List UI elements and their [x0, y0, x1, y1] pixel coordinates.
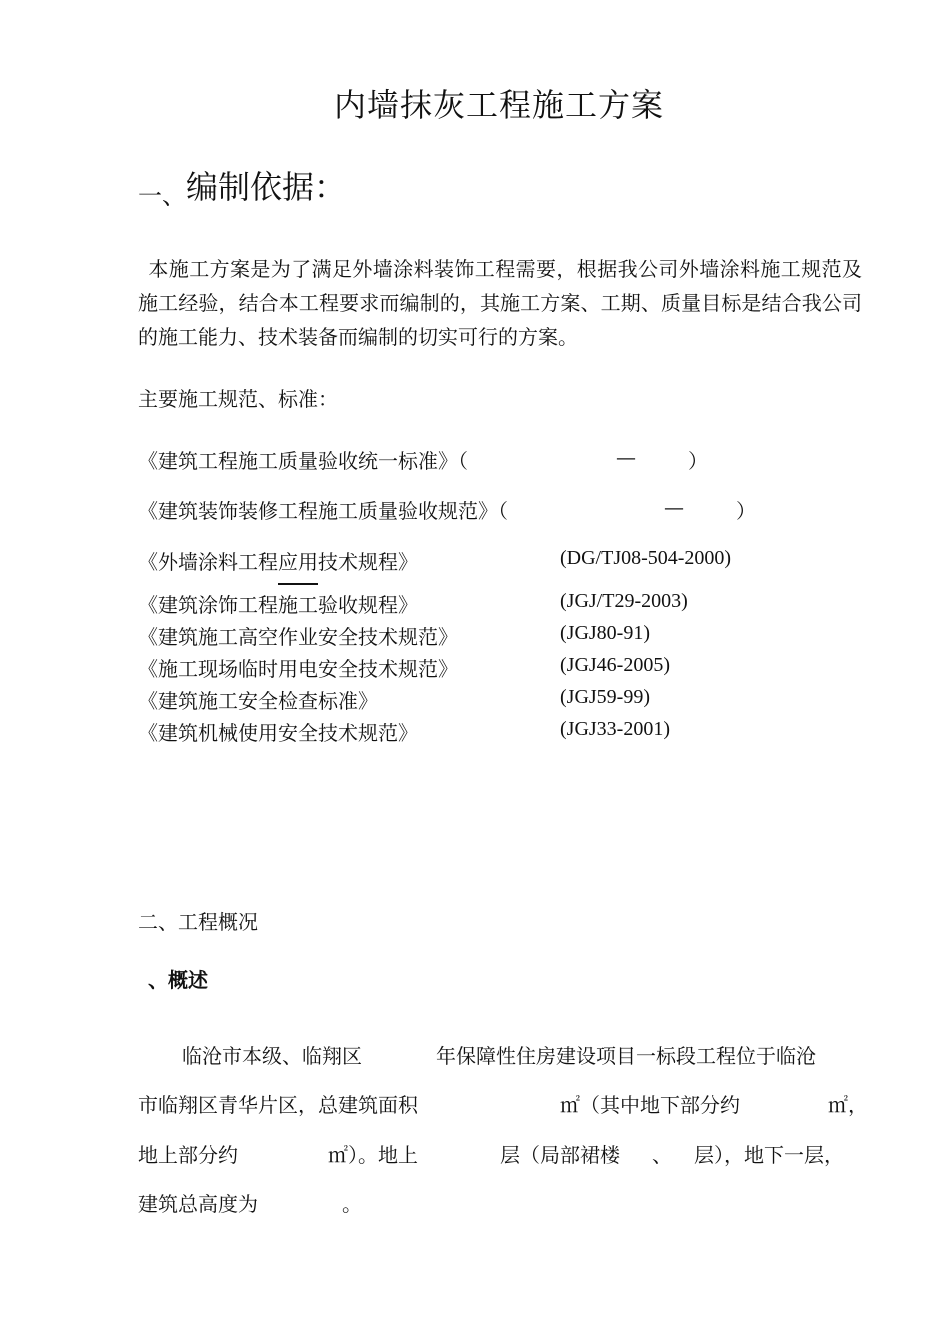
standard-title-post: 验收规程》 [318, 593, 418, 617]
overview-text: 建筑总高度为 [138, 1192, 258, 1216]
standard-title [138, 589, 418, 618]
overview-text: ㎡）。地上 [328, 1143, 418, 1167]
standard-code: (DG/TJ08-504-2000) [560, 547, 732, 569]
standard-title: 《外墙涂料工程应用技术规程》 [138, 550, 418, 574]
standard-code-close: ） [688, 449, 708, 473]
overview-text: 临沧市本级、临翔区 [182, 1044, 362, 1068]
standard-code-dash: — [664, 495, 684, 519]
overview-text: 。 [342, 1192, 362, 1216]
overview-text: 年保障性住房建设项目一标段工程位于临沧 [436, 1044, 816, 1068]
overview-text: 层（局部裙楼 [500, 1143, 620, 1167]
intro-paragraph [138, 252, 862, 354]
section-number: 一、 [138, 182, 186, 210]
subsection-heading: 、概述 [148, 968, 208, 992]
standard-code: (JGJ80-91) [560, 622, 650, 644]
standard-code: (JGJ33-2001) [560, 718, 670, 740]
section-heading: 编制依据： [186, 168, 347, 206]
overview-text: ㎡， [828, 1093, 868, 1117]
overview-text: ㎡（其中地下部分约 [560, 1093, 740, 1117]
standard-title: 《建筑施工高空作业安全技术规范》 [138, 625, 458, 649]
standard-code-dash: — [616, 445, 636, 469]
document-title: 内墙抹灰工程施工方案 [333, 86, 664, 124]
standard-code: (JGJ59-99) [560, 686, 650, 708]
standard-code: (JGJ/T29-2003) [560, 590, 688, 612]
overview-text: 地上部分约 [138, 1143, 238, 1167]
standard-title: 《建筑工程施工质量验收统一标准》（ [138, 449, 468, 473]
overview-text: 、 [652, 1143, 672, 1167]
standard-title: 《施工现场临时用电安全技术规范》 [138, 657, 458, 681]
overview-text: 层），地下一层， [694, 1143, 844, 1167]
standard-code-close: ） [736, 499, 756, 523]
section-heading: 二、工程概况 [138, 910, 258, 934]
intro-text: 本施工方案是为了满足外墙涂料装饰工程需要，根据我公司外墙涂料施工规范及施工经验，结合本工程要求而编制的，其施工方案、工期、质量目标是结合我公司的施工能力、技术装备而编制的切实可行的方案。 [138, 257, 862, 349]
standards-heading: 主要施工规范、标准： [138, 387, 338, 411]
standard-title: 《建筑装饰装修工程施工质量验收规范》（ [138, 499, 508, 523]
standard-title-marked: 施工 [278, 589, 318, 618]
standard-code: (JGJ46-2005) [560, 654, 670, 676]
standard-title-pre: 《建筑涂饰工程 [138, 593, 278, 617]
standard-title: 《建筑机械使用安全技术规范》 [138, 721, 418, 745]
overview-text: 市临翔区青华片区，总建筑面积 [138, 1093, 418, 1117]
standard-title: 《建筑施工安全检查标准》 [138, 689, 378, 713]
